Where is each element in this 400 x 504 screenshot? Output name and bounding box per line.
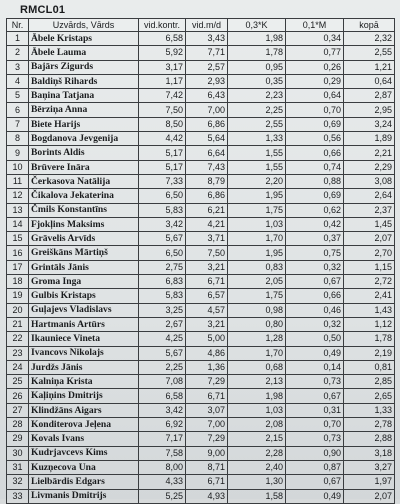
- vid-md-value: 3,07: [186, 403, 228, 417]
- weighted-k-value: 1,58: [228, 489, 286, 503]
- student-name: Lielbārdis Edgars: [29, 475, 139, 489]
- vid-kontr-value: 6,50: [139, 189, 186, 203]
- vid-kontr-value: 2,75: [139, 260, 186, 274]
- vid-kontr-value: 6,58: [139, 32, 186, 46]
- student-name: Bogdanova Jevgenija: [29, 132, 139, 146]
- table-row: [7, 432, 395, 446]
- row-number: 28: [7, 418, 29, 432]
- table-row: [7, 103, 395, 117]
- vid-md-value: 6,64: [186, 146, 228, 160]
- weighted-k-value: 2,15: [228, 432, 286, 446]
- table-header-row: [7, 19, 395, 32]
- student-name: Klindžāns Aigars: [29, 403, 139, 417]
- total-value: 2,07: [344, 232, 395, 246]
- weighted-m-value: 0,34: [286, 32, 344, 46]
- student-name: Baņina Tatjana: [29, 89, 139, 103]
- table-row: [7, 174, 395, 188]
- vid-md-value: 9,00: [186, 446, 228, 460]
- table-row: [7, 160, 395, 174]
- vid-kontr-value: 7,50: [139, 103, 186, 117]
- vid-kontr-value: 5,25: [139, 489, 186, 503]
- weighted-m-value: 0,69: [286, 117, 344, 131]
- student-name: Ābele Lauma: [29, 46, 139, 60]
- vid-md-value: 1,36: [186, 360, 228, 374]
- total-value: 1,15: [344, 260, 395, 274]
- vid-kontr-value: 3,42: [139, 403, 186, 417]
- weighted-m-value: 0,69: [286, 189, 344, 203]
- vid-kontr-value: 7,58: [139, 446, 186, 460]
- vid-kontr-value: 3,25: [139, 303, 186, 317]
- vid-kontr-value: 5,17: [139, 160, 186, 174]
- weighted-k-value: 1,55: [228, 160, 286, 174]
- row-number: 20: [7, 303, 29, 317]
- weighted-k-value: 2,55: [228, 117, 286, 131]
- total-value: 2,85: [344, 375, 395, 389]
- row-number: 25: [7, 375, 29, 389]
- results-table: [6, 18, 395, 504]
- weighted-k-value: 2,28: [228, 446, 286, 460]
- header-kopa: kopā: [344, 19, 395, 32]
- table-row: [7, 260, 395, 274]
- weighted-m-value: 0,32: [286, 260, 344, 274]
- vid-kontr-value: 6,83: [139, 275, 186, 289]
- weighted-m-value: 0,67: [286, 475, 344, 489]
- vid-md-value: 7,43: [186, 160, 228, 174]
- weighted-k-value: 1,33: [228, 132, 286, 146]
- table-row: [7, 418, 395, 432]
- weighted-m-value: 0,75: [286, 246, 344, 260]
- weighted-m-value: 0,49: [286, 489, 344, 503]
- table-row: [7, 60, 395, 74]
- row-number: 29: [7, 432, 29, 446]
- vid-kontr-value: 5,17: [139, 146, 186, 160]
- weighted-k-value: 1,95: [228, 246, 286, 260]
- total-value: 1,33: [344, 403, 395, 417]
- vid-kontr-value: 5,83: [139, 289, 186, 303]
- weighted-m-value: 0,62: [286, 203, 344, 217]
- weighted-k-value: 0,98: [228, 303, 286, 317]
- total-value: 1,21: [344, 60, 395, 74]
- total-value: 2,32: [344, 32, 395, 46]
- weighted-k-value: 1,75: [228, 203, 286, 217]
- weighted-m-value: 0,29: [286, 74, 344, 88]
- weighted-m-value: 0,26: [286, 60, 344, 74]
- total-value: 3,08: [344, 174, 395, 188]
- student-name: Jurdžs Jānis: [29, 360, 139, 374]
- student-name: Kalniņa Krista: [29, 375, 139, 389]
- weighted-k-value: 1,03: [228, 217, 286, 231]
- vid-md-value: 4,86: [186, 346, 228, 360]
- row-number: 26: [7, 389, 29, 403]
- vid-kontr-value: 7,08: [139, 375, 186, 389]
- vid-md-value: 5,00: [186, 332, 228, 346]
- table-row: [7, 375, 395, 389]
- weighted-m-value: 0,37: [286, 232, 344, 246]
- row-number: 31: [7, 460, 29, 474]
- weighted-k-value: 0,35: [228, 74, 286, 88]
- table-row: [7, 117, 395, 131]
- weighted-m-value: 0,87: [286, 460, 344, 474]
- weighted-m-value: 0,88: [286, 174, 344, 188]
- total-value: 2,95: [344, 103, 395, 117]
- header-vid-md: vid.m/d: [186, 19, 228, 32]
- header-01m: 0,1*M: [286, 19, 344, 32]
- student-name: Fjokļins Maksims: [29, 217, 139, 231]
- weighted-m-value: 0,66: [286, 146, 344, 160]
- vid-kontr-value: 8,00: [139, 460, 186, 474]
- student-name: Livmanis Dmitrijs: [29, 489, 139, 503]
- table-row: [7, 289, 395, 303]
- vid-md-value: 6,71: [186, 389, 228, 403]
- vid-md-value: 7,50: [186, 246, 228, 260]
- vid-md-value: 6,71: [186, 475, 228, 489]
- row-number: 22: [7, 332, 29, 346]
- table-row: [7, 46, 395, 60]
- weighted-k-value: 1,70: [228, 232, 286, 246]
- table-row: [7, 446, 395, 460]
- student-name: Grintāls Jānis: [29, 260, 139, 274]
- student-name: Grāvelis Arvīds: [29, 232, 139, 246]
- vid-md-value: 2,57: [186, 60, 228, 74]
- row-number: 33: [7, 489, 29, 503]
- vid-kontr-value: 1,17: [139, 74, 186, 88]
- total-value: 1,78: [344, 332, 395, 346]
- vid-kontr-value: 4,33: [139, 475, 186, 489]
- student-name: Ivancovs Nikolajs: [29, 346, 139, 360]
- weighted-k-value: 1,78: [228, 46, 286, 60]
- table-row: [7, 489, 395, 503]
- row-number: 32: [7, 475, 29, 489]
- weighted-k-value: 2,05: [228, 275, 286, 289]
- table-row: [7, 32, 395, 46]
- total-value: 1,97: [344, 475, 395, 489]
- student-name: Gulbis Kristaps: [29, 289, 139, 303]
- weighted-k-value: 0,83: [228, 260, 286, 274]
- table-row: [7, 189, 395, 203]
- vid-kontr-value: 7,17: [139, 432, 186, 446]
- weighted-m-value: 0,67: [286, 275, 344, 289]
- row-number: 11: [7, 174, 29, 188]
- vid-md-value: 4,21: [186, 217, 228, 231]
- total-value: 2,29: [344, 160, 395, 174]
- weighted-m-value: 0,50: [286, 332, 344, 346]
- student-name: Groma Inga: [29, 275, 139, 289]
- table-row: [7, 403, 395, 417]
- vid-md-value: 3,43: [186, 32, 228, 46]
- vid-kontr-value: 5,83: [139, 203, 186, 217]
- total-value: 2,37: [344, 203, 395, 217]
- weighted-m-value: 0,74: [286, 160, 344, 174]
- vid-kontr-value: 8,50: [139, 117, 186, 131]
- weighted-k-value: 2,40: [228, 460, 286, 474]
- student-name: Kaļiņins Dmitrijs: [29, 389, 139, 403]
- row-number: 15: [7, 232, 29, 246]
- vid-kontr-value: 2,25: [139, 360, 186, 374]
- vid-md-value: 8,79: [186, 174, 228, 188]
- vid-kontr-value: 5,92: [139, 46, 186, 60]
- row-number: 24: [7, 360, 29, 374]
- total-value: 0,64: [344, 74, 395, 88]
- weighted-k-value: 1,98: [228, 32, 286, 46]
- header-vid-nm-kontr: vid.kontr.: [139, 19, 186, 32]
- student-name: Bērziņa Anna: [29, 103, 139, 117]
- vid-md-value: 3,71: [186, 232, 228, 246]
- vid-kontr-value: 6,58: [139, 389, 186, 403]
- student-name: Kuzņecova Una: [29, 460, 139, 474]
- total-value: 2,41: [344, 289, 395, 303]
- weighted-m-value: 0,56: [286, 132, 344, 146]
- weighted-k-value: 0,80: [228, 317, 286, 331]
- vid-md-value: 6,21: [186, 203, 228, 217]
- weighted-m-value: 0,90: [286, 446, 344, 460]
- student-name: Greiškāns Mārtiņš: [29, 246, 139, 260]
- row-number: 3: [7, 60, 29, 74]
- row-number: 4: [7, 74, 29, 88]
- student-name: Kudrjavcevs Kims: [29, 446, 139, 460]
- row-number: 2: [7, 46, 29, 60]
- vid-kontr-value: 5,67: [139, 346, 186, 360]
- table-row: [7, 332, 395, 346]
- table-row: [7, 132, 395, 146]
- vid-md-value: 6,57: [186, 289, 228, 303]
- row-number: 18: [7, 275, 29, 289]
- total-value: 2,87: [344, 89, 395, 103]
- vid-md-value: 4,93: [186, 489, 228, 503]
- row-number: 10: [7, 160, 29, 174]
- vid-md-value: 2,93: [186, 74, 228, 88]
- total-value: 3,18: [344, 446, 395, 460]
- table-row: [7, 303, 395, 317]
- vid-md-value: 4,57: [186, 303, 228, 317]
- student-name: Borints Aldis: [29, 146, 139, 160]
- weighted-k-value: 0,95: [228, 60, 286, 74]
- row-number: 12: [7, 189, 29, 203]
- row-number: 1: [7, 32, 29, 46]
- vid-kontr-value: 3,42: [139, 217, 186, 231]
- student-name: Konditerova Jeļena: [29, 418, 139, 432]
- row-number: 23: [7, 346, 29, 360]
- weighted-k-value: 1,70: [228, 346, 286, 360]
- vid-kontr-value: 6,50: [139, 246, 186, 260]
- vid-md-value: 6,86: [186, 189, 228, 203]
- student-name: Hartmanis Artūrs: [29, 317, 139, 331]
- student-name: Brūvere Ināra: [29, 160, 139, 174]
- total-value: 2,19: [344, 346, 395, 360]
- row-number: 19: [7, 289, 29, 303]
- total-value: 2,64: [344, 189, 395, 203]
- total-value: 1,45: [344, 217, 395, 231]
- vid-kontr-value: 7,33: [139, 174, 186, 188]
- vid-md-value: 3,21: [186, 317, 228, 331]
- vid-md-value: 7,00: [186, 103, 228, 117]
- table-row: [7, 89, 395, 103]
- total-value: 1,43: [344, 303, 395, 317]
- vid-kontr-value: 4,42: [139, 132, 186, 146]
- student-name: Kovals Ivans: [29, 432, 139, 446]
- vid-md-value: 6,86: [186, 117, 228, 131]
- table-row: [7, 389, 395, 403]
- vid-kontr-value: 4,25: [139, 332, 186, 346]
- total-value: 2,55: [344, 46, 395, 60]
- table-row: [7, 146, 395, 160]
- student-name: Čmils Konstantīns: [29, 203, 139, 217]
- weighted-k-value: 2,23: [228, 89, 286, 103]
- student-name: Ikauniece Vineta: [29, 332, 139, 346]
- weighted-m-value: 0,14: [286, 360, 344, 374]
- total-value: 2,70: [344, 246, 395, 260]
- total-value: 2,07: [344, 489, 395, 503]
- student-name: Čikalova Jekaterina: [29, 189, 139, 203]
- student-name: Guļajevs Vladislavs: [29, 303, 139, 317]
- vid-kontr-value: 6,92: [139, 418, 186, 432]
- table-row: [7, 246, 395, 260]
- weighted-m-value: 0,64: [286, 89, 344, 103]
- student-name: Baldiņš Rihards: [29, 74, 139, 88]
- weighted-m-value: 0,66: [286, 289, 344, 303]
- vid-kontr-value: 2,67: [139, 317, 186, 331]
- vid-kontr-value: 7,42: [139, 89, 186, 103]
- vid-md-value: 7,00: [186, 418, 228, 432]
- row-number: 17: [7, 260, 29, 274]
- header-nr: Nr.: [7, 19, 29, 32]
- vid-md-value: 6,43: [186, 89, 228, 103]
- weighted-k-value: 1,28: [228, 332, 286, 346]
- row-number: 5: [7, 89, 29, 103]
- weighted-m-value: 0,49: [286, 346, 344, 360]
- vid-md-value: 5,64: [186, 132, 228, 146]
- weighted-m-value: 0,70: [286, 418, 344, 432]
- row-number: 9: [7, 146, 29, 160]
- student-name: Ābele Kristaps: [29, 32, 139, 46]
- table-row: [7, 475, 395, 489]
- vid-kontr-value: 5,67: [139, 232, 186, 246]
- weighted-m-value: 0,73: [286, 375, 344, 389]
- table-row: [7, 317, 395, 331]
- row-number: 16: [7, 246, 29, 260]
- table-row: [7, 360, 395, 374]
- table-row: [7, 232, 395, 246]
- weighted-m-value: 0,73: [286, 432, 344, 446]
- student-name: Čerkasova Natālija: [29, 174, 139, 188]
- row-number: 30: [7, 446, 29, 460]
- weighted-m-value: 0,32: [286, 317, 344, 331]
- weighted-k-value: 1,98: [228, 389, 286, 403]
- vid-md-value: 7,71: [186, 46, 228, 60]
- weighted-k-value: 1,95: [228, 189, 286, 203]
- row-number: 8: [7, 132, 29, 146]
- weighted-k-value: 2,20: [228, 174, 286, 188]
- student-name: Bajārs Zigurds: [29, 60, 139, 74]
- weighted-k-value: 2,13: [228, 375, 286, 389]
- weighted-k-value: 1,03: [228, 403, 286, 417]
- weighted-k-value: 1,55: [228, 146, 286, 160]
- weighted-m-value: 0,31: [286, 403, 344, 417]
- vid-md-value: 3,21: [186, 260, 228, 274]
- row-number: 6: [7, 103, 29, 117]
- weighted-k-value: 1,30: [228, 475, 286, 489]
- total-value: 1,89: [344, 132, 395, 146]
- table-row: [7, 217, 395, 231]
- document-title: RMCL01: [20, 4, 66, 16]
- total-value: 2,65: [344, 389, 395, 403]
- table-row: [7, 74, 395, 88]
- student-name: Biete Harijs: [29, 117, 139, 131]
- table-row: [7, 275, 395, 289]
- weighted-m-value: 0,70: [286, 103, 344, 117]
- vid-md-value: 6,71: [186, 275, 228, 289]
- vid-md-value: 8,71: [186, 460, 228, 474]
- table-row: [7, 203, 395, 217]
- total-value: 2,21: [344, 146, 395, 160]
- table-row: [7, 346, 395, 360]
- row-number: 13: [7, 203, 29, 217]
- total-value: 2,88: [344, 432, 395, 446]
- weighted-k-value: 2,08: [228, 418, 286, 432]
- vid-md-value: 7,29: [186, 432, 228, 446]
- weighted-m-value: 0,42: [286, 217, 344, 231]
- total-value: 3,27: [344, 460, 395, 474]
- total-value: 1,12: [344, 317, 395, 331]
- row-number: 7: [7, 117, 29, 131]
- vid-kontr-value: 3,17: [139, 60, 186, 74]
- row-number: 27: [7, 403, 29, 417]
- total-value: 2,72: [344, 275, 395, 289]
- weighted-m-value: 0,46: [286, 303, 344, 317]
- weighted-m-value: 0,77: [286, 46, 344, 60]
- total-value: 2,78: [344, 418, 395, 432]
- row-number: 14: [7, 217, 29, 231]
- table-row: [7, 460, 395, 474]
- weighted-k-value: 0,68: [228, 360, 286, 374]
- weighted-k-value: 1,75: [228, 289, 286, 303]
- header-name: Uzvārds, Vārds: [29, 19, 139, 32]
- total-value: 3,24: [344, 117, 395, 131]
- table-body: [7, 32, 395, 504]
- vid-md-value: 7,29: [186, 375, 228, 389]
- weighted-k-value: 2,25: [228, 103, 286, 117]
- header-03k: 0,3*K: [228, 19, 286, 32]
- total-value: 0,81: [344, 360, 395, 374]
- weighted-m-value: 0,67: [286, 389, 344, 403]
- row-number: 21: [7, 317, 29, 331]
